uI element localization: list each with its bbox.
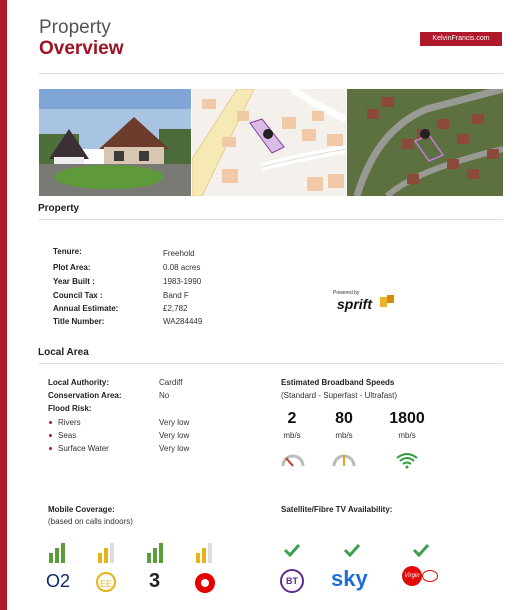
- ultrafast-wifi-icon: [395, 450, 419, 470]
- bt-logo: BT: [280, 569, 304, 593]
- annual-estimate-value: £2,782: [163, 304, 188, 313]
- speed-standard-value: 2: [287, 410, 297, 427]
- property-section-title: Property: [38, 203, 80, 214]
- brand-badge[interactable]: KelvinFrancis.com: [420, 32, 502, 46]
- flood-risk-label: Flood Risk:: [48, 404, 92, 413]
- powered-by-label: Powered by: [333, 290, 360, 296]
- local-area-divider: [39, 363, 503, 364]
- street-view-photo: [39, 89, 191, 196]
- virgin-logo: [402, 566, 438, 594]
- header-divider: [39, 73, 503, 74]
- plot-area-value: 0.08 acres: [163, 263, 201, 272]
- location-map: [192, 89, 346, 196]
- virgin-logo-badge: Virgin: [402, 566, 422, 586]
- satellite-photo: [347, 89, 503, 196]
- mobile-coverage-subtitle: (based on calls indoors): [48, 517, 133, 526]
- three-logo: 3: [149, 570, 161, 592]
- broadband-subtitle: (Standard - Superfast - Ultrafast): [281, 391, 398, 400]
- title-number-value: WA284449: [163, 317, 203, 326]
- tv-availability-title: Satellite/Fibre TV Availability:: [281, 505, 393, 514]
- year-built-value: 1983-1990: [163, 277, 202, 286]
- vodafone-logo: [194, 572, 216, 594]
- speed-ultrafast-value: 1800: [389, 410, 425, 427]
- superfast-speed-gauge-icon: [332, 450, 356, 470]
- local-area-section-title: Local Area: [38, 347, 89, 358]
- property-divider: [39, 219, 503, 220]
- virgin-check-icon: [412, 543, 430, 557]
- flood-bullet-icon: [49, 434, 52, 437]
- three-signal-icon: [146, 543, 166, 563]
- conservation-area-label: Conservation Area:: [48, 391, 122, 400]
- o2-logo: O2: [46, 571, 71, 591]
- sky-logo: sky: [331, 566, 368, 591]
- sprift-logo: sprift: [337, 296, 372, 312]
- local-authority-value: Cardiff: [159, 378, 183, 387]
- flood-seas-label: Seas: [58, 431, 77, 440]
- flood-bullet-icon: [49, 421, 52, 424]
- mobile-coverage-title: Mobile Coverage:: [48, 505, 115, 514]
- ee-signal-icon: [97, 543, 117, 563]
- flood-surface-water-label: Surface Water: [58, 444, 109, 453]
- ee-logo: EE: [96, 572, 116, 592]
- annual-estimate-label: Annual Estimate:: [53, 304, 119, 313]
- title-number-label: Title Number:: [53, 317, 105, 326]
- sky-check-icon: [343, 543, 361, 557]
- flood-rivers-label: Rivers: [58, 418, 81, 427]
- bt-check-icon: [283, 543, 301, 557]
- tenure-label: Tenure:: [53, 247, 82, 256]
- speed-ultrafast-unit: mb/s: [398, 431, 416, 440]
- sprift-mark-icon: [380, 295, 396, 309]
- tenure-value: Freehold: [163, 249, 195, 258]
- virgin-logo-swoosh: [422, 570, 438, 582]
- speed-superfast-value: 80: [335, 410, 353, 427]
- flood-rivers-value: Very low: [159, 418, 190, 427]
- local-authority-label: Local Authority:: [48, 378, 110, 387]
- vodafone-signal-icon: [195, 543, 215, 563]
- broadband-title: Estimated Broadband Speeds: [281, 378, 395, 387]
- page-title-line1: Property: [39, 17, 111, 38]
- year-built-label: Year Built :: [53, 277, 95, 286]
- plot-area-label: Plot Area:: [53, 263, 91, 272]
- flood-surface-water-value: Very low: [159, 444, 190, 453]
- conservation-area-value: No: [159, 391, 170, 400]
- flood-bullet-icon: [49, 447, 52, 450]
- page-title-line2: Overview: [39, 38, 124, 59]
- flood-seas-value: Very low: [159, 431, 190, 440]
- standard-speed-gauge-icon: [281, 450, 305, 470]
- left-accent-bar: [0, 0, 7, 610]
- speed-standard-unit: mb/s: [283, 431, 301, 440]
- speed-superfast-unit: mb/s: [335, 431, 353, 440]
- council-tax-label: Council Tax :: [53, 291, 103, 300]
- o2-signal-icon: [48, 543, 68, 563]
- council-tax-value: Band F: [163, 291, 189, 300]
